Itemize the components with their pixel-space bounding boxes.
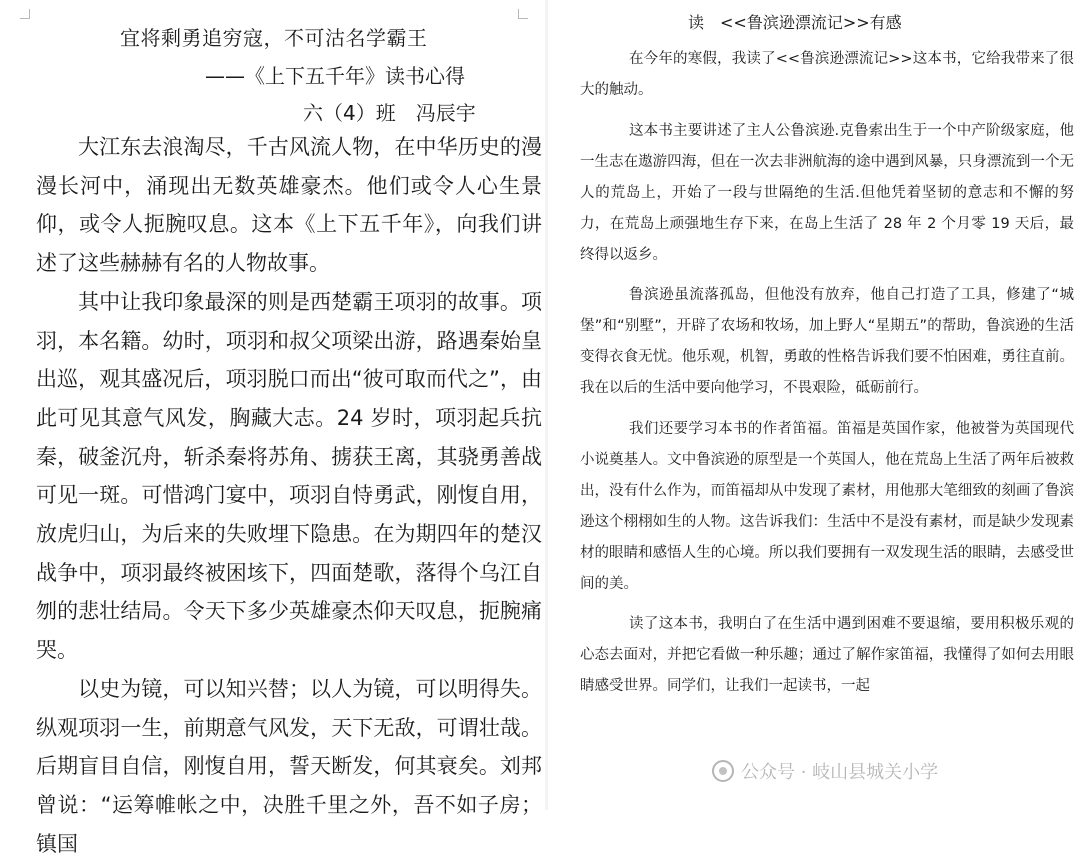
right-document-page — [548, 0, 1080, 810]
right-paragraph-4: 我们还要学习本书的作者笛福。笛福是英国作家，他被誉为英国现代小说奠基人。文中鲁滨逊的原型是一个英国人，他在荒岛上生活了两年后被救出，没有什么作为，而笛福却从中发现了素材，用他那大笔细致的刻画了鲁滨逊这个栩栩如生的人物。这告诉我们：生活中不是没有素材，而是缺少发现素材的眼睛和感悟人生的心境。所以我们要拥有一双发现生活的眼睛，去感受世间的美。 — [580, 420, 1074, 592]
left-paragraph-2: 其中让我印象最深的则是西楚霸王项羽的故事。项羽，本名籍。幼时，项羽和叔父项梁出游，路遇秦始皇出巡，观其盛况后，项羽脱口而出“彼可取而代之”，由此可见其意气风发，胸藏大志。24 岁时，项羽起兵抗秦，破釜沉舟，斩杀秦将苏角、掳获王离，其骁勇善战可见一斑。可惜鸿门宴中，项羽自恃勇武，刚愎自用，放虎归山，为后来的失败埋下隐患。在为期四年的楚汉战争中，项羽最终被困垓下，四面楚歌，落得个乌江自刎的悲壮结局。令天下多少英雄豪杰仰天叹息，扼腕痛哭。 — [36, 289, 542, 663]
left-essay-body — [36, 128, 542, 863]
left-paragraph-1: 大江东去浪淘尽，千古风流人物，在中华历史的漫漫长河中，涌现出无数英雄豪杰。他们或令人心生景仰，或令人扼腕叹息。这本《上下五千年》，向我们讲述了这些赫赫有名的人物故事。 — [36, 135, 542, 276]
crop-mark-top-right — [518, 9, 528, 19]
crop-mark-top-left — [20, 9, 30, 19]
watermark-text: 公众号 · 岐山县城关小学 — [741, 762, 939, 783]
left-paragraph-3: 以史为镜，可以知兴替；以人为镜，可以明得失。纵观项羽一生，前期意气风发，天下无敌，可谓壮哉。后期盲目自信，刚愎自用，誓天断发，何其衰矣。刘邦曾说：“运筹帷帐之中，决胜千里之外，吾不如子房；镇国 — [36, 676, 542, 856]
right-essay-title: 读 <<鲁滨逊漂流记>>有感 — [688, 13, 902, 32]
right-paragraph-5: 读了这本书，我明白了在生活中遇到困难不要退缩，要用积极乐观的心态去面对，并把它看做一种乐趣；通过了解作家笛福，我懂得了如何去用眼睛感受世界。同学们，让我们一起读书，一起 — [580, 616, 1074, 694]
left-essay-title: 宜将剩勇追穷寇，不可沽名学霸王 — [120, 26, 428, 50]
right-paragraph-2: 这本书主要讲述了主人公鲁滨逊.克鲁索出生于一个中产阶级家庭，他一生志在遨游四海，但在一次去非洲航海的途中遇到风暴，只身漂流到一个无人的荒岛上，开始了一段与世隔绝的生活.但他凭着坚韧的意志和不懈的努力，在荒岛上顽强地生存下来，在岛上生活了 28 年 2 个月零 19 天后，最终得以返乡。 — [580, 122, 1074, 263]
right-paragraph-3: 鲁滨逊虽流落孤岛，但他没有放弃，他自己打造了工具，修建了“城堡”和“别墅”，开辟了农场和牧场，加上野人“星期五”的帮助，鲁滨逊的生活变得衣食无忧。他乐观，机智，勇敢的性格告诉我们要不怕困难，勇往直前。我在以后的生活中要向他学习，不畏艰险，砥砺前行。 — [580, 287, 1074, 396]
left-essay-author: 六（4）班 冯辰宇 — [303, 101, 476, 125]
left-essay-subtitle: ——《上下五千年》读书心得 — [205, 64, 465, 88]
wechat-official-account-icon — [712, 760, 734, 782]
right-paragraph-1: 在今年的寒假，我读了<<鲁滨逊漂流记>>这本书，它给我带来了很大的触动。 — [580, 51, 1074, 98]
right-essay-body — [580, 44, 1074, 712]
watermark — [712, 758, 938, 784]
